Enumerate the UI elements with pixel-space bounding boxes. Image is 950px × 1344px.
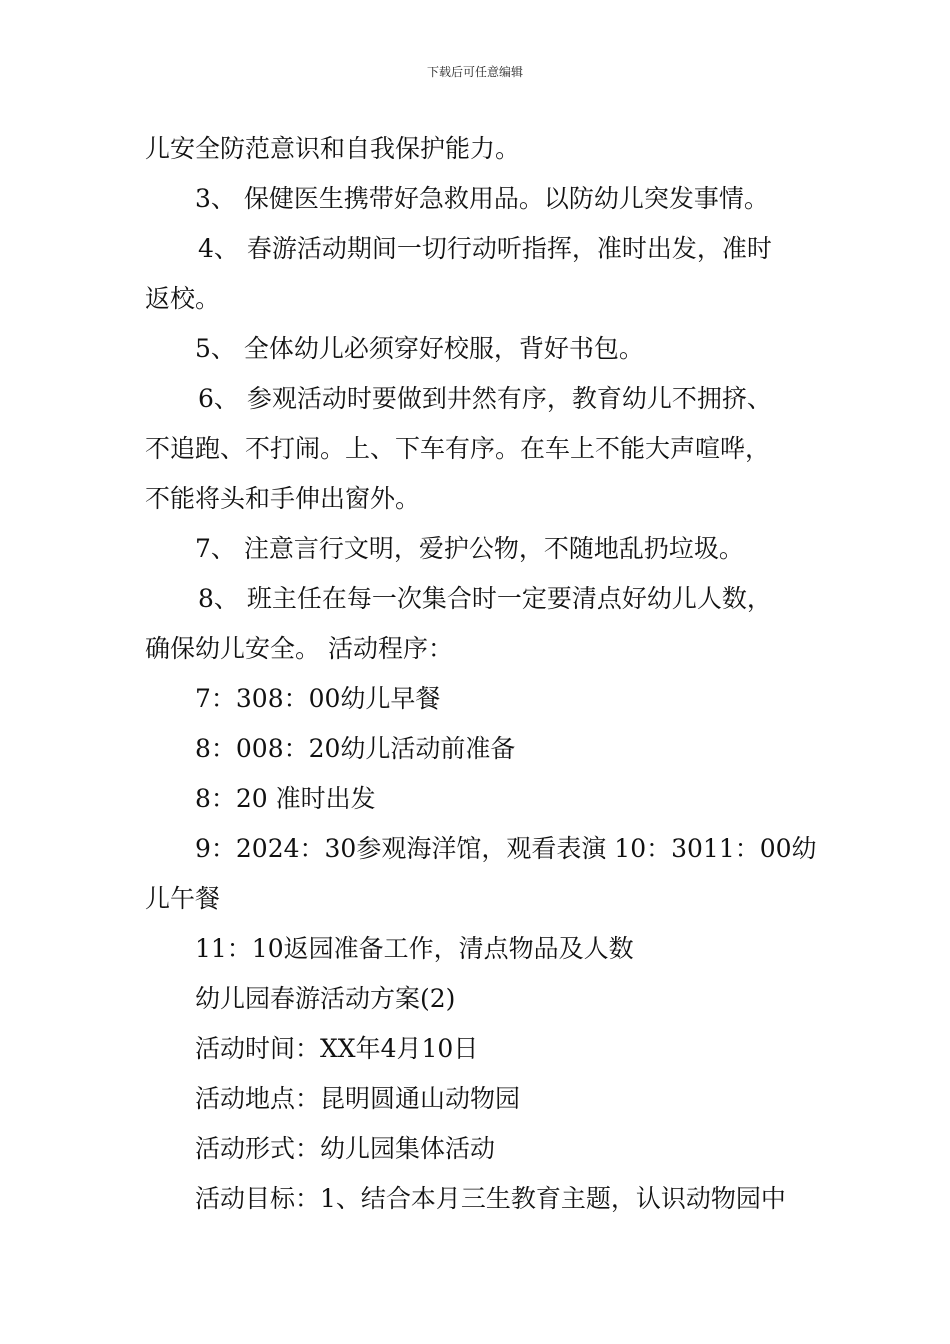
schedule-item: 9：2024：30参观海洋馆，观看表演 10：3011：00幼 [195,834,817,863]
schedule-item: 7：308：00幼儿早餐 [195,684,441,713]
text-line: 不能将头和手伸出窗外。 [145,484,421,513]
text-line: 返校。 [145,284,221,313]
schedule-item: 8：20 准时出发 [195,784,376,813]
activity-location: 活动地点：昆明圆通山动物园 [195,1084,521,1113]
text-line: 儿午餐 [145,884,221,913]
schedule-item: 11：10返园准备工作，清点物品及人数 [195,934,634,963]
list-item: 5、 全体幼儿必须穿好校服，背好书包。 [195,334,644,363]
page-header: 下载后可任意编辑 [426,65,523,79]
list-item: 7、 注意言行文明，爱护公物，不随地乱扔垃圾。 [195,534,744,563]
list-item: 4、 春游活动期间一切行动听指挥，准时出发，准时 [198,234,772,263]
document-body [145,124,817,1224]
text-line: 儿安全防范意识和自我保护能力。 [145,134,521,163]
activity-format: 活动形式：幼儿园集体活动 [195,1134,496,1163]
list-item: 8、 班主任在每一次集合时一定要清点好幼儿人数， [198,584,772,613]
text-line: 不追跑、不打闹。上、下车有序。在车上不能大声喧哗， [145,434,771,463]
schedule-item: 8：008：20幼儿活动前准备 [195,734,516,763]
list-item: 3、 保健医生携带好急救用品。以防幼儿突发事情。 [195,184,769,213]
list-item: 6、 参观活动时要做到井然有序，教育幼儿不拥挤、 [198,384,772,413]
section-title: 幼儿园春游活动方案(2) [195,984,456,1013]
text-line: 确保幼儿安全。 活动程序： [145,634,453,663]
activity-time: 活动时间：XX年4月10日 [195,1034,479,1063]
activity-goal: 活动目标：1、结合本月三生教育主题，认识动物园中 [195,1184,786,1213]
